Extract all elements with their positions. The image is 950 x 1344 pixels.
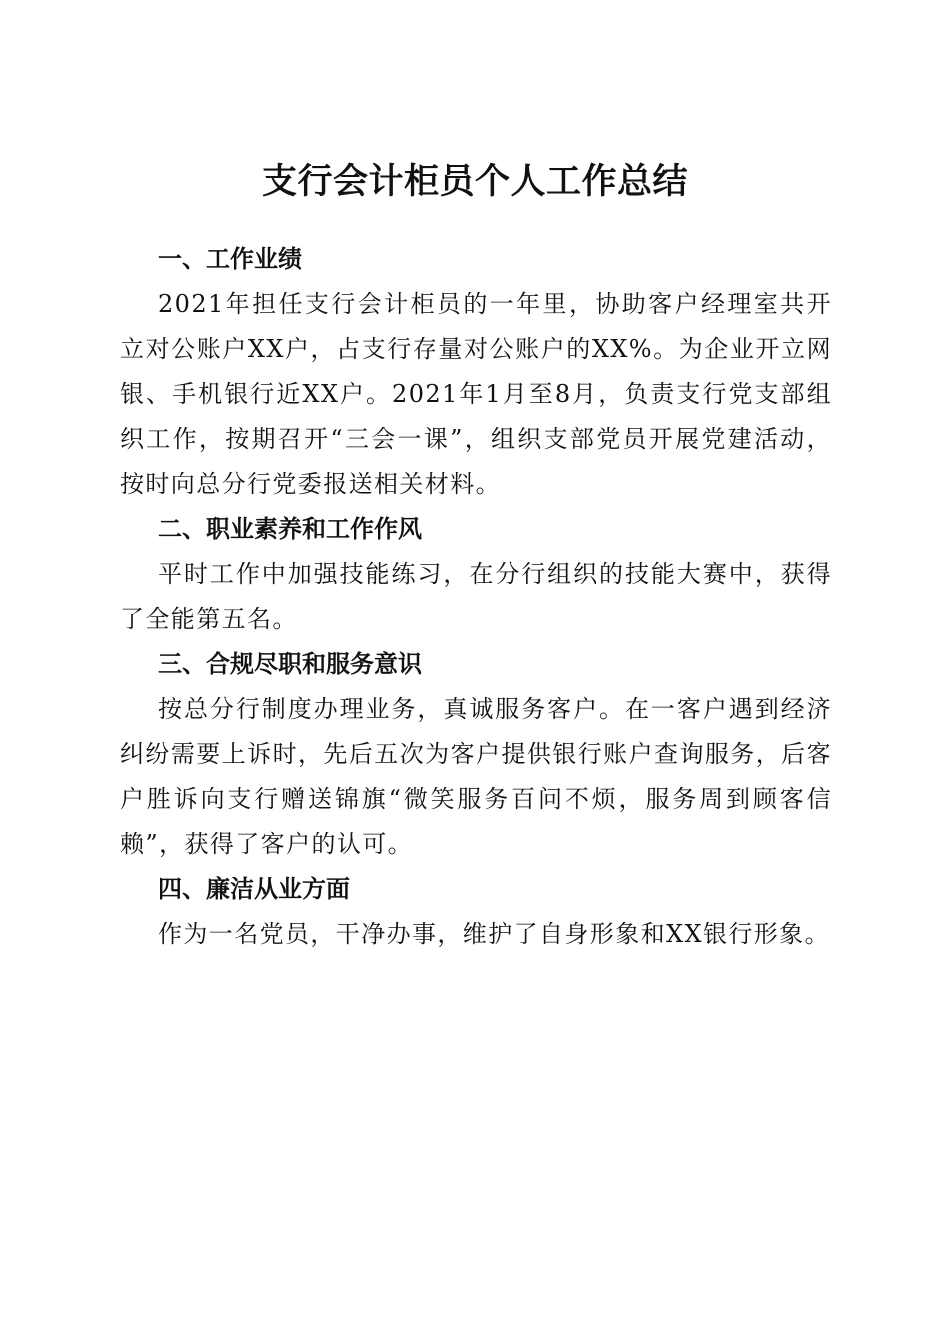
document-body — [120, 237, 832, 957]
section-professionalism — [120, 507, 832, 642]
section-paragraph: 2021年担任支行会计柜员的一年里，协助客户经理室共开立对公账户XX户，占支行存量对公账户的XX%。为企业开立网银、手机银行近XX户。2021年1月至8月，负责支行党支部组织工作，按期召开“三会一课”，组织支部党员开展党建活动，按时向总分行党委报送相关材料。 — [120, 290, 832, 498]
section-paragraph: 作为一名党员，干净办事，维护了自身形象和XX银行形象。 — [158, 920, 830, 948]
section-heading: 四、廉洁从业方面 — [158, 875, 350, 903]
section-compliance-service — [120, 642, 832, 867]
section-heading: 一、工作业绩 — [158, 245, 302, 273]
section-heading: 二、职业素养和工作作风 — [158, 515, 422, 543]
document-title: 支行会计柜员个人工作总结 — [261, 162, 688, 203]
section-work-performance — [120, 237, 832, 507]
section-integrity — [120, 867, 832, 957]
section-paragraph: 平时工作中加强技能练习，在分行组织的技能大赛中，获得了全能第五名。 — [120, 560, 832, 633]
section-heading: 三、合规尽职和服务意识 — [158, 650, 422, 678]
section-paragraph: 按总分行制度办理业务，真诚服务客户。在一客户遇到经济纠纷需要上诉时，先后五次为客户提供银行账户查询服务，后客户胜诉向支行赠送锦旗“微笑服务百问不烦，服务周到顾客信赖”，获得了客户的认可。 — [120, 695, 832, 858]
